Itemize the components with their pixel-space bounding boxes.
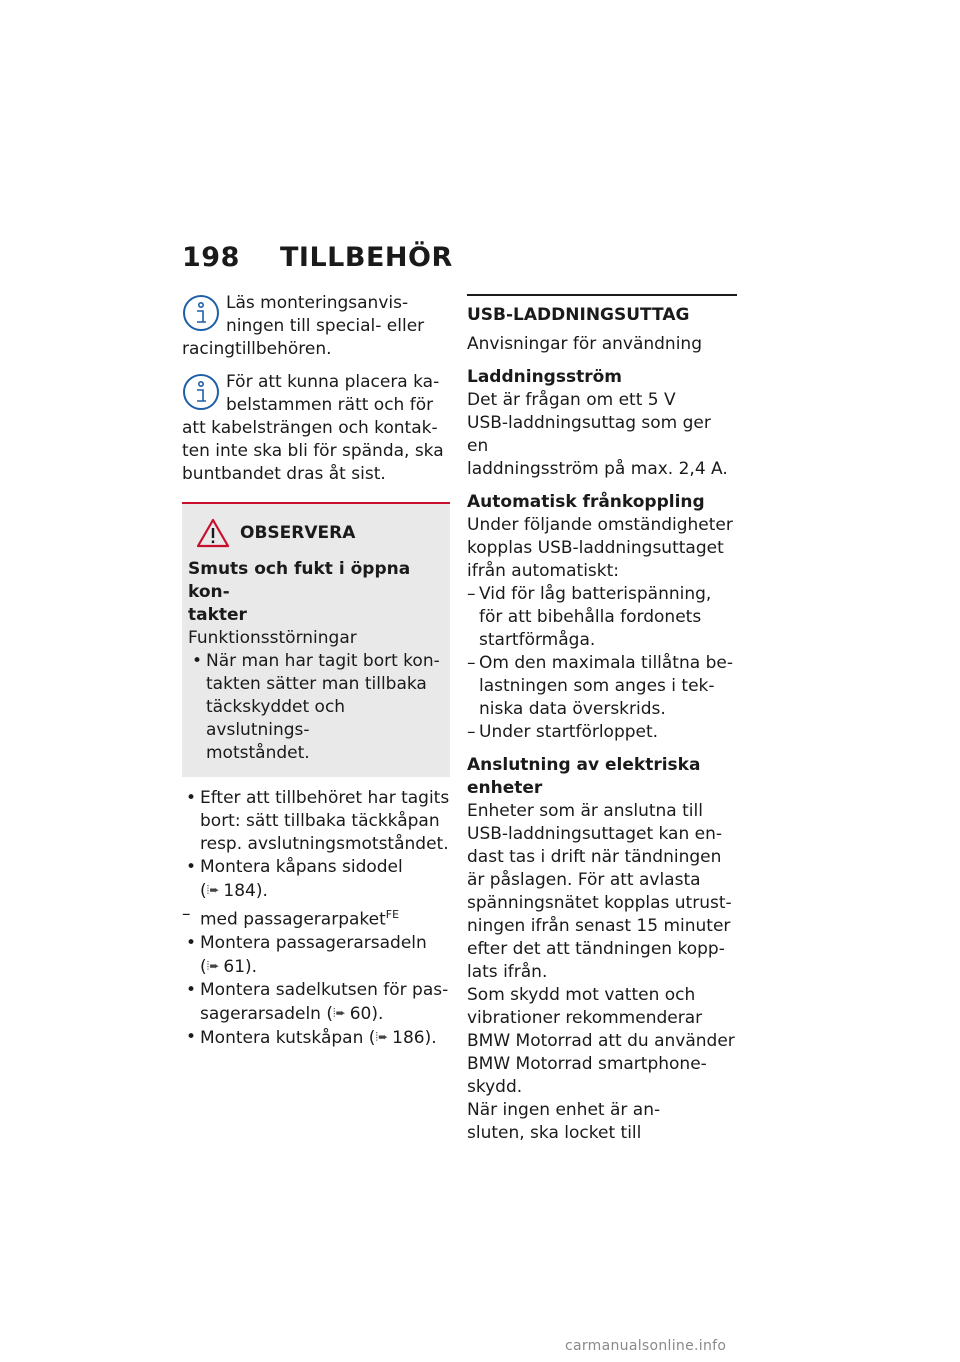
body-text: ningen ifrån senast 15 minuter (467, 916, 731, 936)
body-text: vibrationer rekommenderar (467, 1008, 703, 1028)
step-text: resp. avslutningsmotståndet. (200, 834, 449, 854)
heading-connecting-devices: enheter (467, 778, 543, 798)
list-text: – Under startförloppet. (479, 722, 659, 742)
step-reference[interactable]: (⦙➨ 61). (200, 956, 258, 977)
list-item (182, 856, 450, 903)
step-text: sagerarsadeln ( (200, 1003, 333, 1024)
list-item (182, 932, 450, 979)
arrow-reference-icon: ⦙➨ (206, 958, 220, 973)
list-item (182, 787, 450, 856)
warning-header (188, 518, 444, 548)
note-text: racingtillbehören. (182, 339, 332, 359)
warning-action-text: täckskyddet och avslutnings- (206, 697, 346, 740)
body-text: Enheter som är anslutna till (467, 801, 703, 821)
info-icon (182, 294, 220, 332)
warning-action (188, 650, 444, 765)
list-text: niska data överskrids. (479, 699, 666, 719)
list-item (467, 652, 737, 721)
body-text: skydd. (467, 1077, 523, 1097)
step-text: • Montera kåpans sidodel (200, 857, 403, 877)
body-text: dast tas i drift när tändningen (467, 847, 722, 867)
step-text: • Montera passagerarsadeln (200, 932, 427, 953)
page-reference[interactable]: 60). (349, 1003, 384, 1024)
heading-auto-disconnect: Automatisk frånkoppling (467, 492, 705, 512)
body-text: sluten, ska locket till (467, 1123, 642, 1143)
body-text: USB-laddningsuttag som ger en (467, 413, 711, 456)
warning-title: OBSERVERA (240, 522, 356, 543)
arrow-reference-icon: ⦙➨ (375, 1029, 389, 1044)
step-reference[interactable]: (⦙➨ 184). (200, 881, 268, 901)
heading-charging-current: Laddningsström (467, 367, 622, 387)
section-title: USB-LADDNINGSUTTAG (467, 305, 690, 325)
body-text: laddningsström på max. 2,4 A. (467, 459, 728, 479)
note-text: ningen till special- eller (226, 316, 425, 336)
chapter-title: TILLBEHÖR (280, 242, 453, 273)
warning-action-text: motståndet. (206, 743, 310, 763)
list-text: – Vid för låg batterispänning, (479, 584, 712, 604)
arrow-reference-icon: ⦙➨ (332, 1005, 346, 1020)
body-text: är påslagen. För att avlasta (467, 870, 701, 890)
section-subtitle: Anvisningar för användning (467, 334, 702, 354)
body-text: Under följande omständigheter (467, 515, 733, 535)
warning-triangle-icon (196, 518, 230, 548)
note-text: belstammen rätt och för (226, 395, 434, 415)
info-icon (182, 373, 220, 411)
note-text: ten inte ska bli för spända, ska (182, 441, 444, 461)
warning-effect: Funktionsstörningar (188, 628, 357, 648)
watermark[interactable]: carmanualsonline.info (565, 1338, 727, 1354)
page-number: 198 (182, 242, 240, 273)
body-text: lats ifrån. (467, 962, 548, 982)
list-text: – Om den maximala tillåtna be- (479, 653, 733, 673)
body-text: efter det att tändningen kopp- (467, 939, 725, 959)
page-reference[interactable]: 184). (223, 881, 268, 901)
list-item (467, 583, 737, 652)
note-text: att kabelsträngen och kontak- (182, 418, 438, 438)
body-text: spänningsnätet kopplas utrust- (467, 893, 732, 913)
note-text: För att kunna placera ka- (226, 372, 440, 392)
step-text: Montera kutskåpan ( (200, 1027, 376, 1048)
left-column (182, 292, 450, 1050)
list-item (182, 1026, 450, 1050)
page-header (182, 242, 453, 273)
warning-cause: Smuts och fukt i öppna kon- (188, 559, 411, 602)
step-list (182, 787, 450, 1050)
option-text: med passagerarpaket (200, 909, 386, 930)
page-reference[interactable]: 61). (223, 956, 258, 977)
option-code: FE (385, 908, 400, 921)
step-text: • Montera sadelkutsen för pas- (200, 979, 449, 1000)
heading-connecting-devices: Anslutning av elektriska (467, 755, 701, 775)
info-note-2 (182, 371, 450, 486)
warning-box (182, 502, 450, 777)
body-text: BMW Motorrad smartphone- (467, 1054, 707, 1074)
list-text: startförmåga. (479, 630, 596, 650)
warning-cause: takter (188, 605, 247, 625)
info-note-1 (182, 292, 450, 361)
list-text: för att bibehålla fordonets (479, 607, 702, 627)
body-text: USB-laddningsuttaget kan en- (467, 824, 723, 844)
note-text: Läs monteringsanvis- (226, 293, 409, 313)
right-column (467, 292, 737, 1145)
body-text: BMW Motorrad att du använder (467, 1031, 735, 1051)
page-reference[interactable]: 186). (392, 1027, 437, 1048)
body-text: kopplas USB-laddningsuttaget (467, 538, 724, 558)
step-text: bort: sätt tillbaka täckkåpan (200, 811, 440, 831)
list-item (182, 979, 450, 1026)
arrow-reference-icon: ⦙➨ (206, 883, 220, 897)
body-text: Det är frågan om ett 5 V (467, 390, 676, 410)
step-text: • Efter att tillbehöret har tagits (200, 788, 450, 808)
list-item (182, 903, 450, 932)
list-item (467, 721, 737, 744)
body-text: ifrån automatiskt: (467, 561, 620, 581)
note-text: buntbandet dras åt sist. (182, 464, 386, 484)
list-text: lastningen som anges i tek- (479, 676, 715, 696)
body-text: Som skydd mot vatten och (467, 985, 696, 1005)
body-text: När ingen enhet är an- (467, 1100, 661, 1120)
section-divider (467, 294, 737, 327)
warning-action-text: • När man har tagit bort kon- (206, 651, 440, 671)
warning-action-text: takten sätter man tillbaka (206, 674, 427, 694)
